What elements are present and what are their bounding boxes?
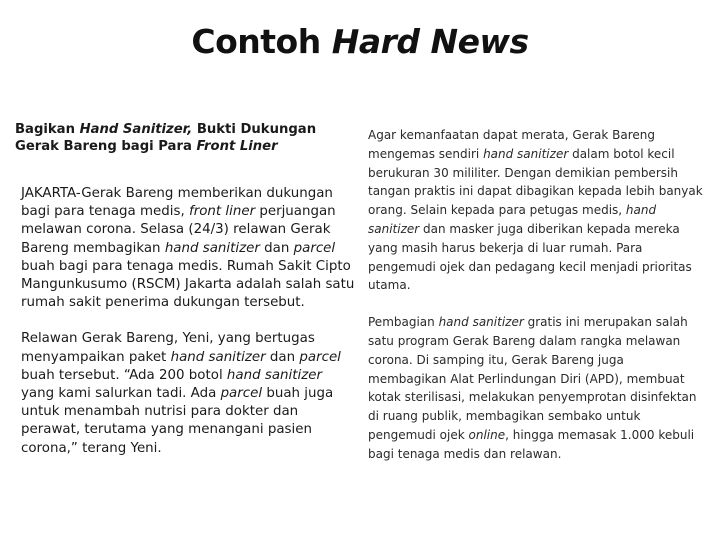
left-column — [21, 185, 356, 476]
left-paragraph-2: Relawan Gerak Bareng, Yeni, yang bertugas menyampaikan paket hand sanitizer dan parcel buah tersebut. “Ada 200 botol hand sanitizer yang kami salurkan tadi. Ada parcel buah juga untuk menambah nutrisi para dokter dan perawat, terutama yang menangani pasien corona,” terang Yeni. — [21, 331, 341, 456]
right-paragraph-2: Pembagian hand sanitizer gratis ini merupakan salah satu program Gerak Bareng dalam rangka melawan corona. Di samping itu, Gerak Bareng juga membagikan Alat Perlindungan Diri (APD), membuat kotak sterilisasi, melakukan penyemprotan disinfektan di ruang publik, membagikan sembako untuk pengemudi ojek online, hingga memasak 1.000 kebuli bagi tenaga medis dan relawan. — [368, 315, 697, 461]
right-column — [368, 126, 703, 482]
left-paragraph-1: JAKARTA-Gerak Bareng memberikan dukungan bagi para tenaga medis, front liner perjuangan melawan corona. Selasa (24/3) relawan Gerak Bareng membagikan hand sanitizer dan parcel buah bagi para tenaga medis. Rumah Sakit Cipto Mangunkusumo (RSCM) Jakarta adalah salah satu rumah sakit penerima dukungan tersebut. — [21, 186, 355, 311]
slide-title: Contoh Hard News — [191, 22, 529, 61]
right-paragraph-1: Agar kemanfaatan dapat merata, Gerak Bareng mengemas sendiri hand sanitizer dalam botol kecil berukuran 30 mililiter. Dengan demikian pembersih tangan praktis ini dapat dibagikan kepada lebih banyak orang. Selain kepada para petugas medis, hand sanitizer dan masker juga diberikan kepada mereka yang masih harus bekerja di luar rumah. Para pengemudi ojek dan pedagang kecil menjadi prioritas utama. — [368, 128, 703, 293]
news-headline: Bagikan Hand Sanitizer, Bukti Dukungan Gerak Bareng bagi Para Front Liner — [15, 122, 317, 154]
